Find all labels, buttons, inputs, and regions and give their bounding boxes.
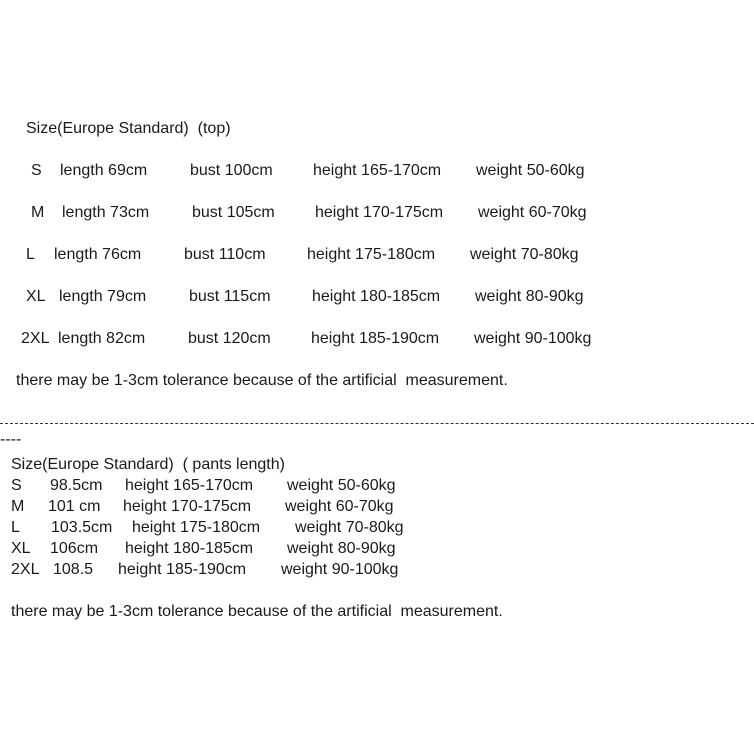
height-value: height 175-180cm bbox=[307, 246, 436, 263]
height-value: height 180-185cm bbox=[125, 540, 254, 557]
weight-value: weight 50-60kg bbox=[287, 477, 396, 494]
size-label: L bbox=[26, 246, 35, 263]
height-value: height 180-185cm bbox=[312, 288, 441, 305]
length-value: 98.5cm bbox=[50, 477, 103, 494]
size-label: XL bbox=[26, 288, 46, 305]
size-label: L bbox=[11, 519, 20, 536]
height-value: height 165-170cm bbox=[313, 162, 442, 179]
weight-value: weight 90-100kg bbox=[474, 330, 592, 347]
top-size-title: Size(Europe Standard) (top) bbox=[26, 120, 231, 137]
length-value: length 76cm bbox=[54, 246, 142, 263]
size-label: S bbox=[31, 162, 42, 179]
bust-value: bust 105cm bbox=[192, 204, 275, 221]
length-value: length 69cm bbox=[60, 162, 148, 179]
weight-value: weight 50-60kg bbox=[476, 162, 585, 179]
height-value: height 185-190cm bbox=[311, 330, 440, 347]
size-label: 2XL bbox=[11, 561, 40, 578]
height-value: height 170-175cm bbox=[315, 204, 444, 221]
size-label: 2XL bbox=[21, 330, 50, 347]
weight-value: weight 60-70kg bbox=[478, 204, 587, 221]
weight-value: weight 80-90kg bbox=[475, 288, 584, 305]
length-value: 106cm bbox=[50, 540, 99, 557]
size-label: XL bbox=[11, 540, 31, 557]
height-value: height 165-170cm bbox=[125, 477, 254, 494]
bust-value: bust 110cm bbox=[184, 246, 266, 263]
pants-size-title: Size(Europe Standard) ( pants length) bbox=[11, 456, 285, 473]
weight-value: weight 90-100kg bbox=[281, 561, 399, 578]
length-value: 108.5 bbox=[53, 561, 94, 578]
separator-tail: ---- bbox=[0, 431, 22, 448]
size-label: S bbox=[11, 477, 22, 494]
size-label: M bbox=[31, 204, 45, 221]
length-value: 101 cm bbox=[48, 498, 101, 515]
height-value: height 175-180cm bbox=[132, 519, 261, 536]
height-value: height 170-175cm bbox=[123, 498, 252, 515]
length-value: length 82cm bbox=[58, 330, 146, 347]
pants-tolerance-note: there may be 1-3cm tolerance because of the artificial measurement. bbox=[11, 603, 503, 620]
length-value: length 73cm bbox=[62, 204, 150, 221]
dashed-separator bbox=[0, 423, 754, 424]
height-value: height 185-190cm bbox=[118, 561, 247, 578]
length-value: length 79cm bbox=[59, 288, 147, 305]
weight-value: weight 70-80kg bbox=[470, 246, 579, 263]
size-label: M bbox=[11, 498, 25, 515]
bust-value: bust 100cm bbox=[190, 162, 273, 179]
weight-value: weight 80-90kg bbox=[287, 540, 396, 557]
top-tolerance-note: there may be 1-3cm tolerance because of the artificial measurement. bbox=[16, 372, 508, 389]
weight-value: weight 70-80kg bbox=[295, 519, 404, 536]
bust-value: bust 120cm bbox=[188, 330, 271, 347]
bust-value: bust 115cm bbox=[189, 288, 271, 305]
weight-value: weight 60-70kg bbox=[285, 498, 394, 515]
length-value: 103.5cm bbox=[51, 519, 113, 536]
